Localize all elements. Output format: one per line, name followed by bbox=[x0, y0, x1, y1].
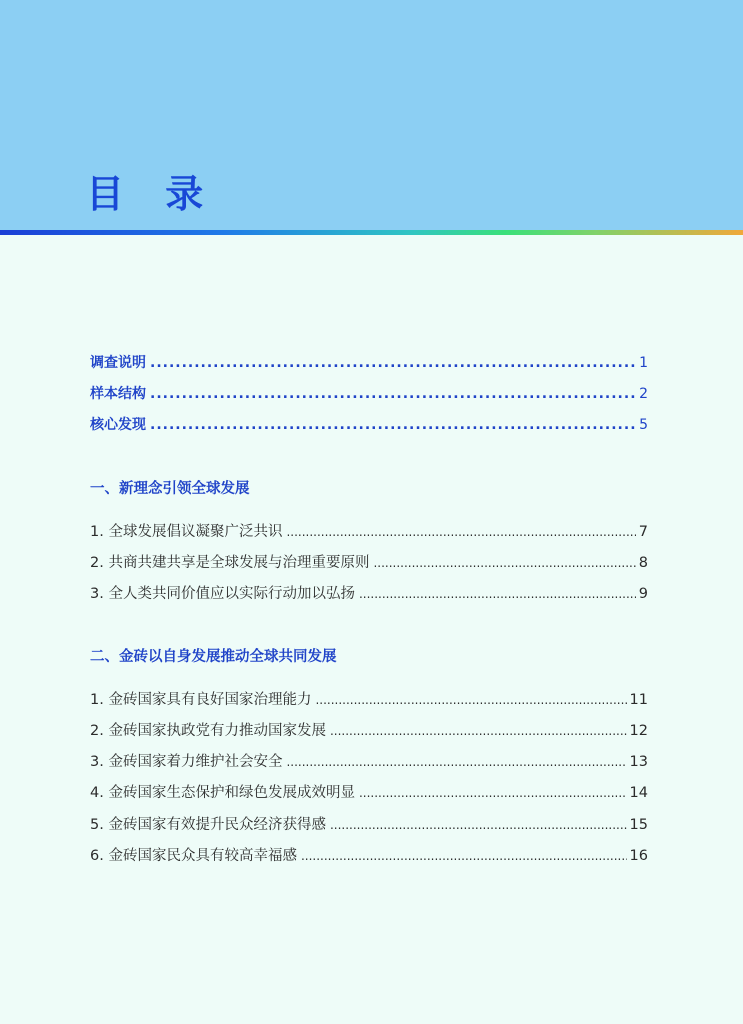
toc-item[interactable] bbox=[90, 719, 648, 741]
toc-item[interactable] bbox=[90, 688, 648, 710]
toc-item[interactable] bbox=[90, 750, 648, 772]
dot-leader bbox=[286, 755, 626, 769]
toc-item-page: 15 bbox=[629, 817, 648, 833]
section-heading-2[interactable]: 二、金砖以自身发展推动全球共同发展 bbox=[90, 649, 337, 665]
toc-item-page: 13 bbox=[629, 754, 648, 770]
toc-entry-page: 1 bbox=[639, 355, 648, 371]
toc-item-label: 1. 全球发展倡议凝聚广泛共识 bbox=[90, 524, 283, 540]
dot-leader bbox=[286, 525, 635, 539]
dot-leader bbox=[359, 587, 636, 601]
toc-item-page: 12 bbox=[629, 723, 648, 739]
toc-item-label: 2. 共商共建共享是全球发展与治理重要原则 bbox=[90, 555, 370, 571]
page-title: 目 录 bbox=[86, 172, 218, 216]
toc-item-page: 14 bbox=[629, 785, 648, 801]
toc-entry-sample-structure[interactable] bbox=[90, 383, 648, 405]
dot-leader bbox=[330, 818, 627, 832]
toc-item[interactable] bbox=[90, 844, 648, 866]
dot-leader bbox=[150, 417, 636, 433]
toc-item-label: 4. 金砖国家生态保护和绿色发展成效明显 bbox=[90, 785, 355, 801]
dot-leader bbox=[150, 386, 636, 402]
toc-entry-page: 2 bbox=[639, 386, 648, 402]
dot-leader bbox=[359, 786, 627, 800]
toc-item-label: 3. 金砖国家着力维护社会安全 bbox=[90, 754, 283, 770]
toc-entry-page: 5 bbox=[639, 417, 648, 433]
header-gradient-stripe bbox=[0, 230, 743, 235]
toc-entry-label: 样本结构 bbox=[90, 386, 146, 402]
toc-entry-core-findings[interactable] bbox=[90, 414, 648, 436]
toc-item-page: 7 bbox=[638, 524, 648, 540]
dot-leader bbox=[301, 849, 627, 863]
toc-item[interactable] bbox=[90, 520, 648, 542]
toc-item[interactable] bbox=[90, 781, 648, 803]
toc-entry-label: 调查说明 bbox=[90, 355, 146, 371]
toc-item-page: 9 bbox=[638, 586, 648, 602]
toc-item[interactable] bbox=[90, 813, 648, 835]
toc-item-label: 1. 金砖国家具有良好国家治理能力 bbox=[90, 692, 312, 708]
toc-item[interactable] bbox=[90, 582, 648, 604]
toc-item-label: 6. 金砖国家民众具有较高幸福感 bbox=[90, 848, 297, 864]
dot-leader bbox=[373, 556, 635, 570]
section-heading-1[interactable]: 一、新理念引领全球发展 bbox=[90, 481, 250, 497]
toc-item-label: 2. 金砖国家执政党有力推动国家发展 bbox=[90, 723, 326, 739]
toc-entry-survey-notes[interactable] bbox=[90, 352, 648, 374]
dot-leader bbox=[330, 724, 627, 738]
toc-item-label: 3. 全人类共同价值应以实际行动加以弘扬 bbox=[90, 586, 355, 602]
toc-item-page: 11 bbox=[629, 692, 648, 708]
toc-item-page: 8 bbox=[638, 555, 648, 571]
toc-item-label: 5. 金砖国家有效提升民众经济获得感 bbox=[90, 817, 326, 833]
toc-entry-label: 核心发现 bbox=[90, 417, 146, 433]
dot-leader bbox=[150, 355, 636, 371]
toc-item[interactable] bbox=[90, 551, 648, 573]
toc-item-page: 16 bbox=[629, 848, 648, 864]
dot-leader bbox=[315, 693, 626, 707]
